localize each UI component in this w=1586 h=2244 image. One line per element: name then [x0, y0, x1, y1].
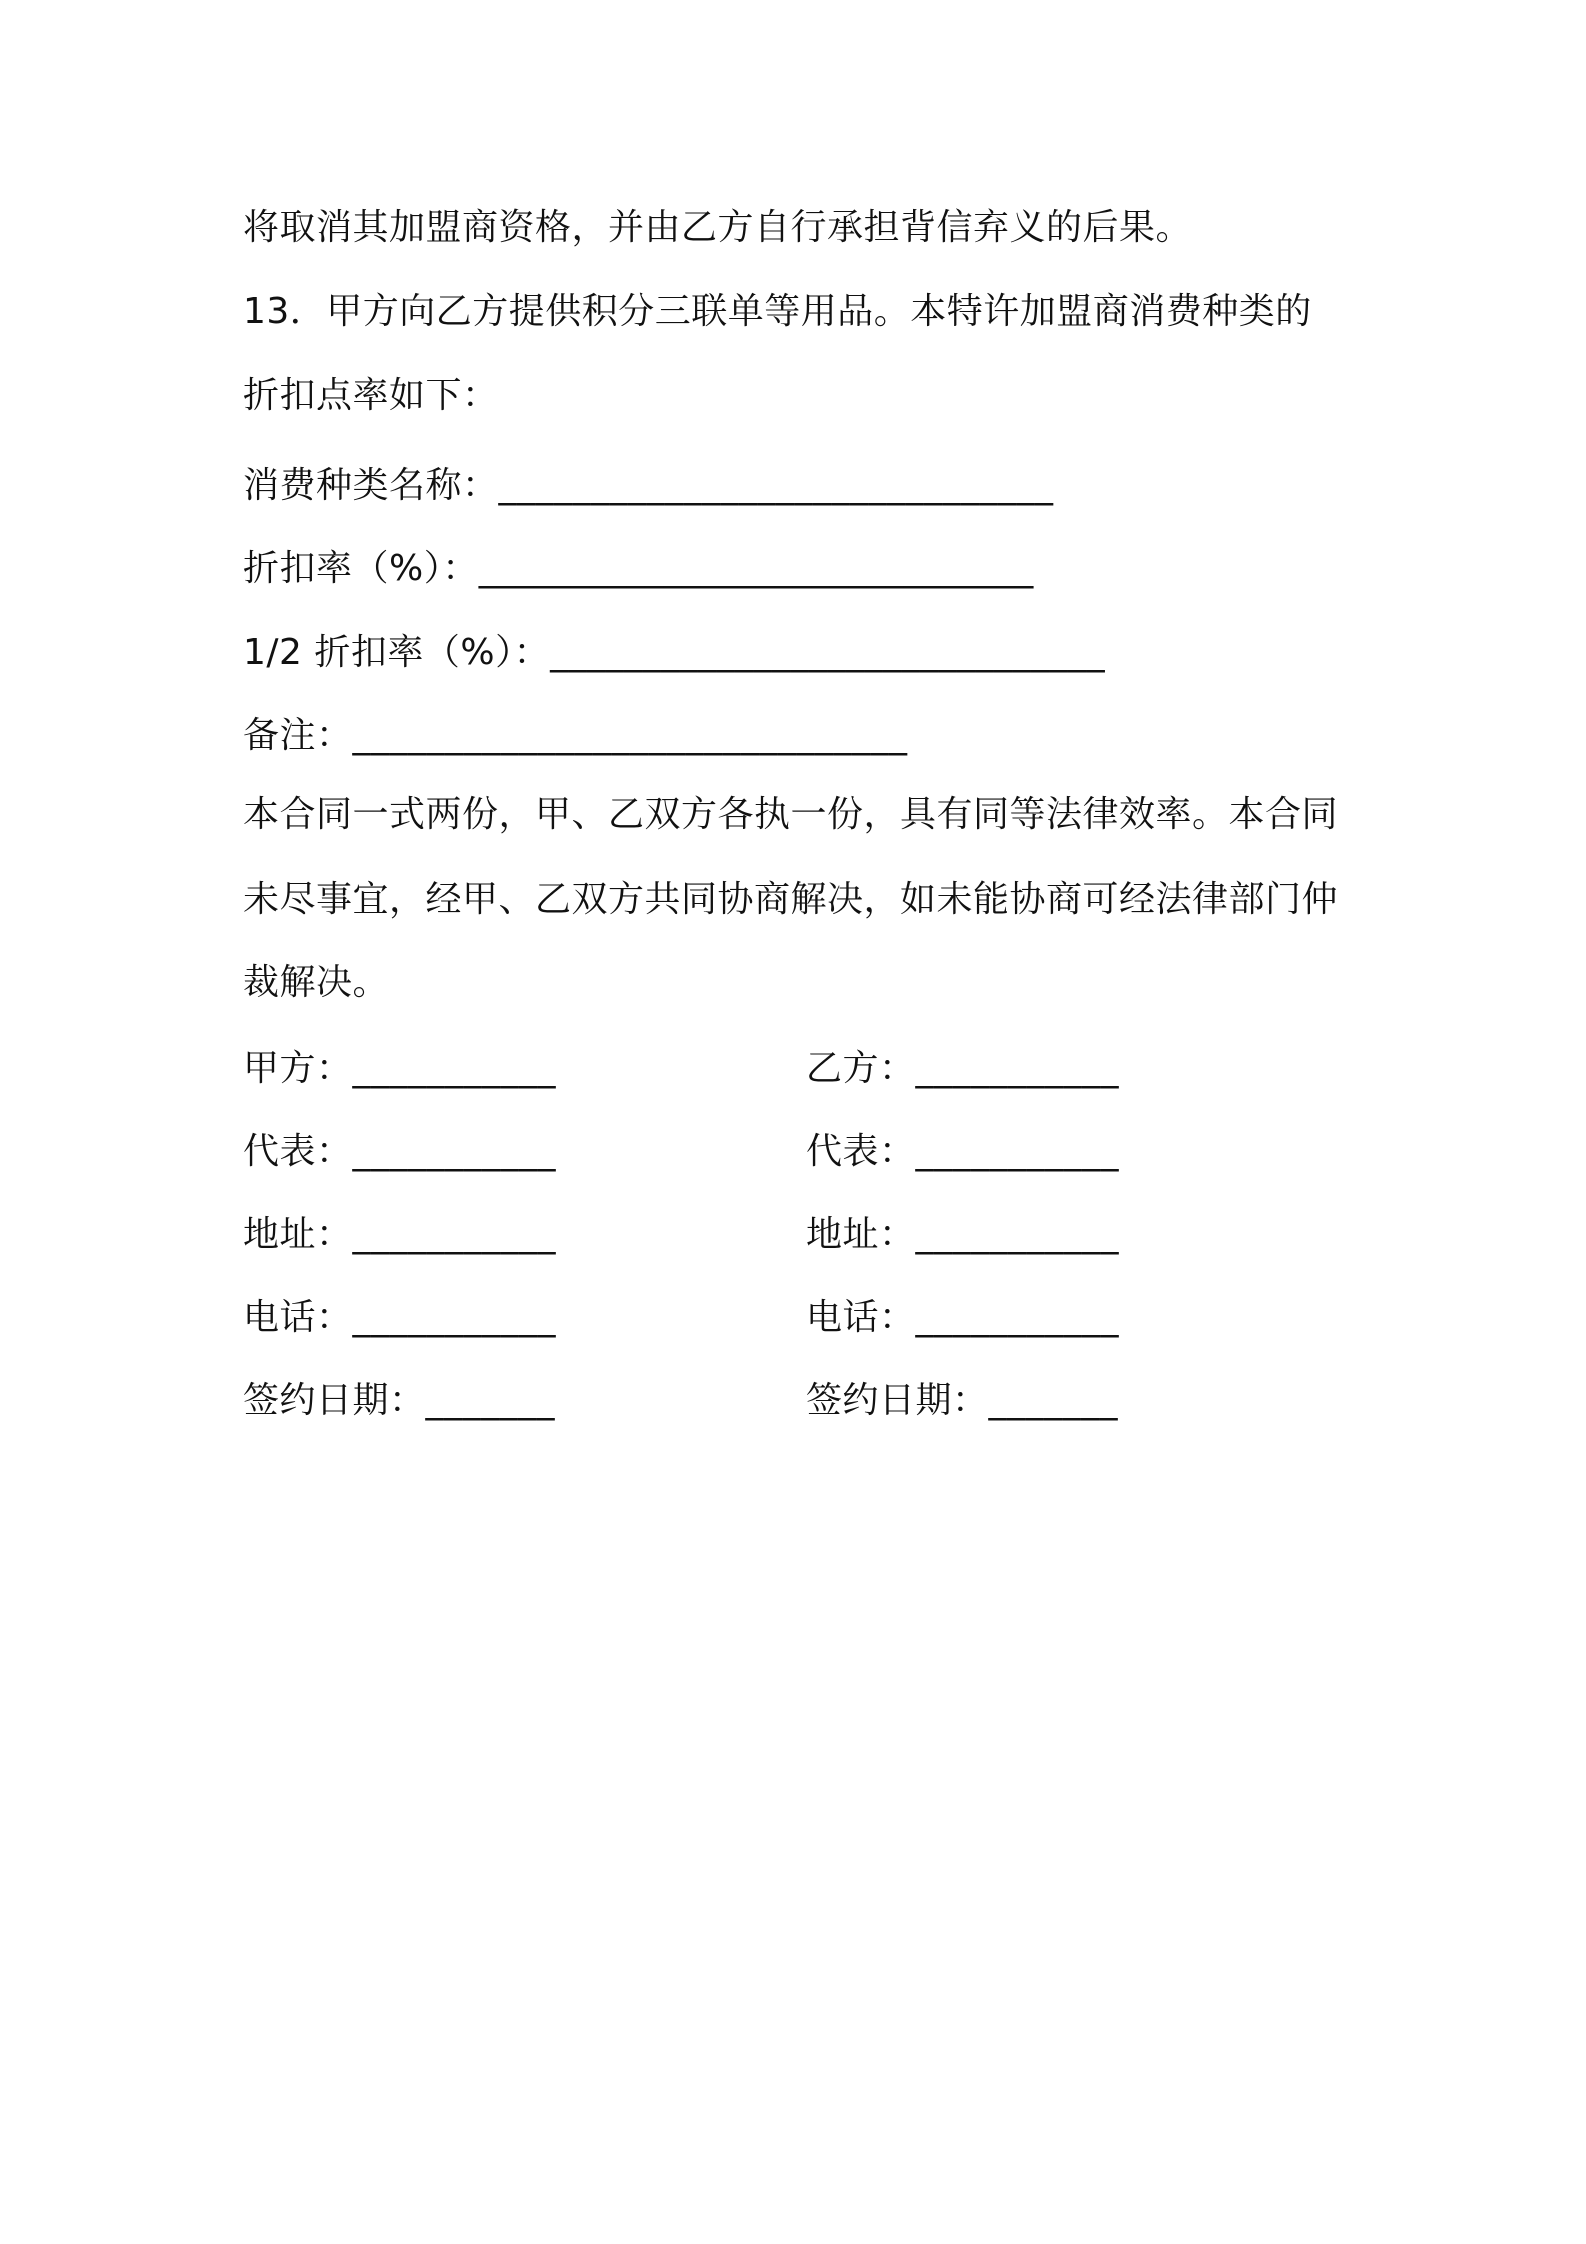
field-discount-rate: 折扣率（%）：______________________________	[243, 548, 1034, 589]
party-b-address: 地址：___________	[806, 1214, 1120, 1255]
party-b-phone: 电话：___________	[806, 1297, 1120, 1338]
party-a-address: 地址：___________	[243, 1214, 557, 1255]
closing-line-3: 裁解决。	[243, 962, 390, 1003]
clause-13-line-1: 13．甲方向乙方提供积分三联单等用品。本特许加盟商消费种类的	[243, 291, 1312, 332]
closing-line-2: 未尽事宜，经甲、乙双方共同协商解决，如未能协商可经法律部门仲	[243, 879, 1339, 920]
field-half-discount-rate: 1/2 折扣率（%）：______________________________	[243, 632, 1106, 673]
party-a-sign-date: 签约日期：_______	[243, 1380, 556, 1421]
party-a-representative: 代表：___________	[243, 1131, 557, 1172]
paragraph-line-1: 将取消其加盟商资格，并由乙方自行承担背信弃义的后果。	[243, 207, 1193, 248]
party-b-representative: 代表：___________	[806, 1131, 1120, 1172]
closing-line-1: 本合同一式两份，甲、乙双方各执一份，具有同等法律效率。本合同	[243, 794, 1339, 835]
party-b-name: 乙方：___________	[806, 1048, 1120, 1089]
party-a-phone: 电话：___________	[243, 1297, 557, 1338]
clause-13-line-2: 折扣点率如下：	[243, 375, 499, 416]
party-a-name: 甲方：___________	[243, 1048, 557, 1089]
field-consumption-category: 消费种类名称：______________________________	[243, 465, 1054, 506]
field-remarks: 备注：______________________________	[243, 715, 908, 756]
party-b-sign-date: 签约日期：_______	[806, 1380, 1119, 1421]
